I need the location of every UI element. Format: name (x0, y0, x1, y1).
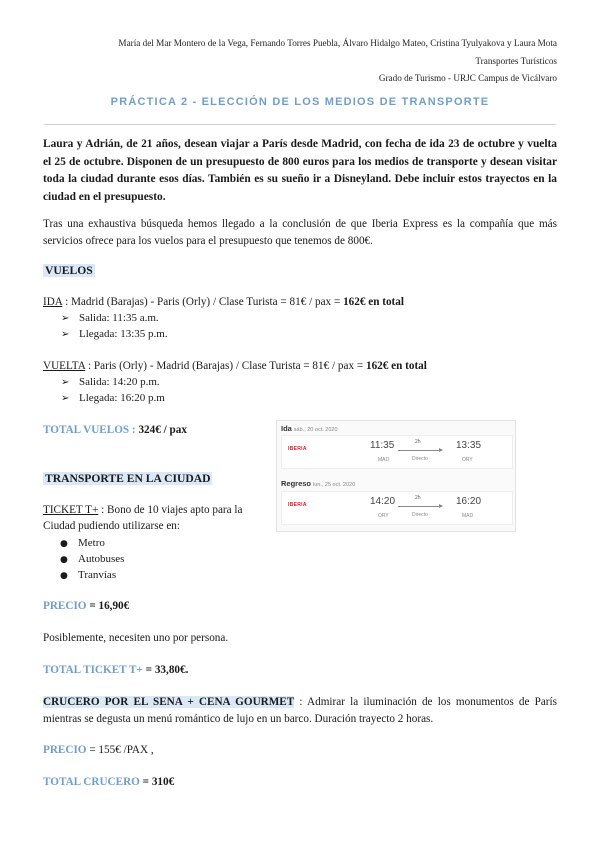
crucero-heading: CRUCERO POR EL SENA + CENA GOURMET (43, 696, 295, 708)
arrow-right-icon (398, 450, 442, 451)
vuelta-salida-text: Salida: 14:20 p.m. (79, 376, 160, 388)
airline-logo: IBERIA (288, 502, 307, 508)
document-title: PRÁCTICA 2 - ELECCIÓN DE LOS MEDIOS DE TRANSPORTE (110, 96, 490, 108)
title-divider (44, 124, 556, 125)
flight-screenshot (276, 420, 516, 532)
outbound-header (281, 424, 338, 433)
list-item (60, 535, 105, 552)
crucero-precio-label: PRECIO (43, 744, 87, 756)
total-crucero-label: TOTAL CRUCERO (43, 776, 140, 788)
vuelta-llegada-text: Llegada: 16:20 p.m (79, 392, 165, 404)
crucero-desc: : Admirar la iluminación de los monumentos de París mientras se degusta un menú romántico de lujo en un barco. Duración trayecto 2 horas. (43, 696, 557, 725)
total-ticket-label: TOTAL TICKET T+ (43, 664, 143, 676)
total-ticket-value: = 33,80€. (142, 664, 189, 676)
arrow-bullet-icon: ➢ (61, 377, 70, 388)
bullet-dot-icon: ● (60, 571, 68, 581)
vuelta-total: 162€ en total (365, 360, 427, 372)
outbound-arr-airport: ORY (462, 457, 473, 463)
total-vuelos-label: TOTAL VUELOS : (43, 424, 136, 436)
outbound-dep-time: 11:35 (370, 440, 395, 451)
arrow-bullet-icon: ➢ (61, 313, 70, 324)
ticket-line-2: Ciudad pudiendo utilizarse en: (43, 520, 181, 532)
ida-salida-text: Salida: 11:35 a.m. (79, 312, 159, 324)
vuelos-heading (43, 262, 95, 279)
outbound-flight-row (281, 435, 513, 469)
total-crucero-value: = 310€ (139, 776, 175, 788)
return-type: Directo (412, 512, 428, 518)
ticket-precio (43, 598, 129, 615)
header-subject: Transportes Turísticos (475, 56, 557, 66)
ticket-precio-label: PRECIO (43, 600, 87, 612)
return-flight-row (281, 491, 513, 525)
arrow-bullet-icon: ➢ (61, 393, 70, 404)
total-vuelos (43, 422, 187, 439)
outbound-type: Directo (412, 456, 428, 462)
ida-label: IDA (43, 296, 63, 308)
transporte-heading (43, 470, 212, 487)
list-item (60, 567, 116, 584)
list-item-autobuses: Autobuses (78, 553, 125, 565)
header-course: Grado de Turismo - URJC Campus de Vicálvaro (378, 73, 557, 83)
ticket-precio-value: = 16,90€ (86, 600, 130, 612)
ticket-desc-1: : Bono de 10 viajes apto para la (98, 504, 243, 516)
ida-llegada-text: Llegada: 13:35 p.m. (79, 328, 168, 340)
search-paragraph: Tras una exhaustiva búsqueda hemos llegado a la conclusión de que Iberia Express es la compañía que más servicios ofrece para los vuelos para el presupuesto que tenemos de 800€. (43, 218, 557, 247)
return-arr-time: 16:20 (456, 496, 482, 507)
outbound-dep-airport: MAD (378, 457, 390, 463)
vuelta-salida (61, 374, 160, 391)
arrow-bullet-icon: ➢ (61, 329, 70, 340)
crucero-paragraph (43, 694, 557, 728)
outbound-date: sáb., 20 oct. 2020 (293, 427, 338, 433)
ida-line (43, 294, 404, 311)
airline-logo: IBERIA (288, 446, 307, 452)
header-authors: María del Mar Montero de la Vega, Fernando Torres Puebla, Álvaro Hidalgo Mateo, Cristina Tyulyakova y Laura Mota (118, 38, 557, 48)
ticket-note: Posiblemente, necesiten uno por persona. (43, 632, 229, 644)
ida-salida (61, 310, 159, 327)
vuelta-route: : Paris (Orly) - Madrid (Barajas) / Clase Turista = 81€ / pax = (85, 360, 366, 372)
return-header (281, 479, 355, 488)
vuelta-label: VUELTA (43, 360, 86, 372)
arrow-right-icon (398, 506, 442, 507)
intro-paragraph: Laura y Adrián, de 21 años, desean viajar a París desde Madrid, con fecha de ida 23 de octubre y vuelta el 25 de octubre. Disponen de un presupuesto de 800 euros para los medios de transporte y desean visitar toda la ciudad durante esos días. También es su sueño ir a Disneyland. Debe incluir estos trayectos en la ciudad en el presupuesto. (43, 138, 557, 203)
total-crucero (43, 774, 174, 791)
ticket-line-1 (43, 502, 242, 519)
vuelos-heading-text: VUELOS (45, 264, 93, 277)
ida-llegada (61, 326, 168, 343)
list-item (60, 551, 124, 568)
vuelta-llegada (61, 390, 165, 407)
ida-total: 162€ en total (343, 296, 404, 308)
total-vuelos-value: 324€ / pax (135, 424, 187, 436)
return-dep-time: 14:20 (370, 496, 396, 507)
outbound-duration: 2h (415, 439, 421, 445)
transporte-heading-text: TRANSPORTE EN LA CIUDAD (45, 472, 211, 485)
outbound-label: Ida (281, 424, 292, 433)
return-label: Regreso (281, 479, 312, 488)
ida-route: : Madrid (Barajas) - Paris (Orly) / Clase Turista = 81€ / pax = (62, 296, 344, 308)
return-duration: 2h (415, 495, 421, 501)
vuelta-line (43, 358, 427, 375)
bullet-dot-icon: ● (60, 539, 68, 549)
list-item-tranvias: Tranvías (78, 569, 117, 581)
crucero-precio-value: = 155€ /PAX , (86, 744, 154, 756)
ticket-label: TICKET T+ (43, 504, 99, 516)
list-item-metro: Metro (78, 537, 105, 549)
crucero-precio (43, 742, 154, 759)
return-dep-airport: ORY (378, 513, 389, 519)
outbound-arr-time: 13:35 (456, 440, 482, 451)
bullet-dot-icon: ● (60, 555, 68, 565)
return-date: lun., 25 oct. 2020 (312, 482, 356, 488)
return-arr-airport: MAD (462, 513, 474, 519)
total-ticket (43, 662, 188, 679)
